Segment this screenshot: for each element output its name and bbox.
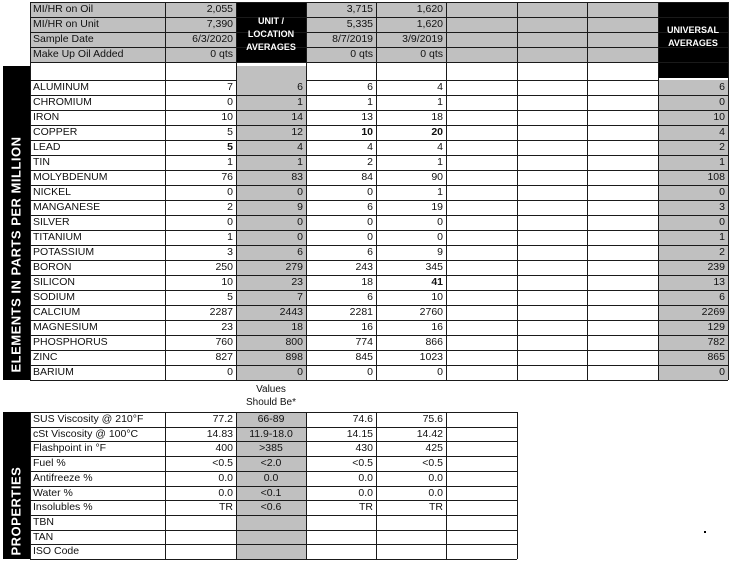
element-universal-avg: 2269	[701, 306, 725, 318]
element-sample3: 20	[431, 126, 443, 138]
element-sample3: 2760	[419, 306, 443, 318]
universal-header	[658, 24, 728, 50]
element-name: TIN	[33, 156, 50, 168]
property-column-line	[376, 412, 377, 559]
element-name: LEAD	[33, 141, 61, 153]
element-sample1: 10	[221, 276, 233, 288]
element-universal-avg: 0	[719, 216, 725, 228]
element-sample3: 345	[425, 261, 443, 273]
element-name: BORON	[33, 261, 72, 273]
unit-avg-header-line: AVERAGES	[246, 42, 296, 52]
element-universal-avg: 0	[719, 96, 725, 108]
header-value: 2,055	[206, 3, 233, 15]
element-unit-avg: 83	[291, 171, 303, 183]
property-name: TAN	[33, 530, 54, 543]
element-sample2: 18	[361, 276, 373, 288]
header-label: Make Up Oil Added	[33, 48, 124, 60]
element-universal-avg: 3	[719, 201, 725, 213]
header-value: 1,620	[416, 3, 443, 15]
element-sample1: 1	[227, 231, 233, 243]
element-sample2: 6	[367, 291, 373, 303]
element-unit-avg: 0	[297, 186, 303, 198]
element-sample3: 1023	[419, 351, 443, 363]
element-universal-avg: 0	[719, 186, 725, 198]
element-name: SODIUM	[33, 291, 75, 303]
values-should-be-note	[236, 383, 306, 409]
element-name: NICKEL	[33, 186, 71, 198]
element-sample2: 0	[367, 216, 373, 228]
element-sample3: 9	[437, 246, 443, 258]
element-sample3: 1	[437, 156, 443, 168]
element-sample1: 2287	[209, 306, 233, 318]
element-sample1: 23	[221, 321, 233, 333]
stray-mark	[704, 531, 706, 533]
property-sample3: <0.5	[422, 457, 443, 470]
property-range: <2.0	[260, 457, 282, 470]
element-universal-avg: 129	[707, 321, 725, 333]
element-sample2: 6	[367, 246, 373, 258]
grid-column-line	[446, 2, 447, 380]
universal-header-line: UNIVERSAL	[666, 25, 719, 35]
element-universal-avg: 13	[713, 276, 725, 288]
element-universal-avg: 2	[719, 141, 725, 153]
element-unit-avg: 7	[297, 291, 303, 303]
element-name: ALUMINUM	[33, 81, 90, 93]
header-row-line	[30, 62, 728, 63]
element-universal-avg: 1	[719, 231, 725, 243]
element-unit-avg: 4	[297, 141, 303, 153]
element-unit-avg: 1	[297, 156, 303, 168]
property-range: <0.6	[260, 501, 282, 514]
property-sample3: TR	[429, 501, 443, 514]
element-universal-avg: 2	[719, 246, 725, 258]
property-name: Antifreeze %	[33, 471, 93, 484]
element-name: COPPER	[33, 126, 78, 138]
element-name: SILVER	[33, 216, 70, 228]
property-range: <0.1	[260, 486, 282, 499]
element-sample2: 6	[367, 81, 373, 93]
element-name: PHOSPHORUS	[33, 336, 108, 348]
grid-column-line	[165, 2, 166, 380]
element-name: MOLYBDENUM	[33, 171, 108, 183]
elements-sidebar-label: ELEMENTS IN PARTS PER MILLION	[8, 136, 24, 373]
element-sample1: 7	[227, 81, 233, 93]
values-note-line: Should Be*	[245, 397, 297, 408]
element-unit-avg: 18	[291, 321, 303, 333]
property-sample3: 14.42	[416, 427, 443, 440]
property-column-line	[236, 412, 237, 559]
unit-avg-header-line: UNIT /	[258, 16, 284, 26]
grid-column-line	[658, 2, 659, 380]
element-sample2: 845	[355, 351, 373, 363]
element-sample2: 2	[367, 156, 373, 168]
property-sample3: 75.6	[422, 413, 443, 425]
header-top-line	[30, 2, 728, 3]
element-sample3: 866	[425, 336, 443, 348]
element-unit-avg: 1	[297, 96, 303, 108]
element-unit-avg: 0	[297, 216, 303, 228]
element-sample3: 41	[431, 276, 443, 288]
header-value: 7,390	[206, 18, 233, 30]
element-sample2: 774	[355, 336, 373, 348]
element-name: MANGANESE	[33, 201, 101, 213]
property-name: cSt Viscosity @ 100°C	[33, 427, 139, 440]
element-unit-avg: 6	[297, 81, 303, 93]
element-sample3: 1	[437, 186, 443, 198]
element-unit-avg: 9	[297, 201, 303, 213]
header-value: 0 qts	[350, 48, 373, 60]
header-value: 0 qts	[210, 48, 233, 60]
element-sample2: 0	[367, 231, 373, 243]
element-sample2: 16	[361, 321, 373, 333]
element-unit-avg: 800	[285, 336, 303, 348]
element-name: TITANIUM	[33, 231, 82, 243]
header-value: 3,715	[346, 3, 373, 15]
property-sample1: 77.2	[212, 413, 233, 425]
element-universal-avg: 1	[719, 156, 725, 168]
header-value: 6/3/2020	[192, 33, 233, 45]
values-note-line: Values	[256, 384, 286, 395]
grid-column-line	[236, 2, 237, 380]
element-sample1: 2	[227, 201, 233, 213]
element-name: SILICON	[33, 276, 76, 288]
property-sample2: 14.15	[346, 427, 373, 440]
header-label: Sample Date	[33, 33, 94, 45]
element-name: BARIUM	[33, 366, 74, 378]
element-unit-avg: 6	[297, 246, 303, 258]
element-sample3: 90	[431, 171, 443, 183]
properties-sidebar-label: PROPERTIES	[8, 466, 24, 555]
element-sample2: 2281	[349, 306, 373, 318]
element-name: POTASSIUM	[33, 246, 95, 258]
element-sample1: 0	[227, 366, 233, 378]
element-sample2: 0	[367, 186, 373, 198]
property-range: 0.0	[263, 471, 279, 484]
element-unit-avg: 23	[291, 276, 303, 288]
element-universal-avg: 6	[719, 81, 725, 93]
element-sample2: 13	[361, 111, 373, 123]
element-sample3: 0	[437, 231, 443, 243]
property-sample2: 0.0	[358, 486, 373, 499]
unit-avg-header-line: LOCATION	[247, 29, 295, 39]
header-value: 0 qts	[420, 48, 443, 60]
element-sample2: 10	[361, 126, 373, 138]
element-sample3: 4	[437, 141, 443, 153]
unit-avg-header	[236, 15, 306, 54]
element-sample2: 6	[367, 201, 373, 213]
property-sample1: <0.5	[212, 457, 233, 470]
property-sample1: 0.0	[218, 471, 233, 484]
property-sample3: 0.0	[428, 486, 443, 499]
element-sample1: 76	[221, 171, 233, 183]
property-name: Water %	[33, 486, 73, 499]
element-sample3: 1	[437, 96, 443, 108]
element-name: ZINC	[33, 351, 58, 363]
element-sample1: 10	[221, 111, 233, 123]
property-sample1: TR	[219, 501, 233, 514]
property-column-line	[165, 412, 166, 559]
property-range: 11.9-18.0	[249, 427, 293, 440]
element-sample3: 10	[431, 291, 443, 303]
element-sample2: 84	[361, 171, 373, 183]
element-sample2: 0	[367, 366, 373, 378]
property-row-line	[30, 559, 517, 560]
property-column-line	[446, 412, 447, 559]
grid-column-line	[517, 2, 518, 380]
element-universal-avg: 10	[713, 111, 725, 123]
element-universal-avg: 4	[719, 126, 725, 138]
element-unit-avg: 2443	[279, 306, 303, 318]
element-sample1: 1	[227, 156, 233, 168]
element-unit-avg: 898	[285, 351, 303, 363]
element-universal-avg: 0	[719, 366, 725, 378]
element-sample2: 4	[367, 141, 373, 153]
universal-header-line: AVERAGES	[668, 38, 718, 48]
property-sample3: 425	[425, 442, 443, 455]
element-universal-avg: 108	[707, 171, 725, 183]
element-unit-avg: 12	[291, 126, 303, 138]
element-universal-avg: 239	[707, 261, 725, 273]
element-sample1: 0	[227, 216, 233, 228]
property-name: Insolubles %	[33, 501, 93, 514]
property-sample1: 400	[215, 442, 233, 455]
header-label: MI/HR on Oil	[33, 3, 94, 15]
grid-column-line	[587, 2, 588, 380]
element-sample3: 0	[437, 366, 443, 378]
property-sample2: 74.6	[352, 413, 373, 425]
header-label: MI/HR on Unit	[33, 18, 99, 30]
header-value: 3/9/2019	[402, 33, 443, 45]
element-sample1: 827	[215, 351, 233, 363]
property-name: ISO Code	[33, 545, 80, 558]
element-sample1: 5	[227, 291, 233, 303]
element-sample1: 5	[227, 126, 233, 138]
property-sample2: 0.0	[358, 471, 373, 484]
header-value: 8/7/2019	[332, 33, 373, 45]
element-name: IRON	[33, 111, 60, 123]
header-value: 5,335	[346, 18, 373, 30]
element-name: CHROMIUM	[33, 96, 92, 108]
property-column-line	[517, 412, 518, 559]
property-sample1: 14.83	[206, 427, 233, 440]
property-sample2: <0.5	[352, 457, 373, 470]
element-sample1: 3	[227, 246, 233, 258]
property-column-line	[306, 412, 307, 559]
property-name: TBN	[33, 515, 54, 528]
element-sample1: 0	[227, 186, 233, 198]
grid-column-line	[728, 2, 729, 380]
element-name: MAGNESIUM	[33, 321, 98, 333]
element-sample3: 16	[431, 321, 443, 333]
element-universal-avg: 6	[719, 291, 725, 303]
element-unit-avg: 0	[297, 231, 303, 243]
element-unit-avg: 279	[285, 261, 303, 273]
element-sample3: 19	[431, 201, 443, 213]
element-unit-avg: 14	[291, 111, 303, 123]
element-unit-avg: 0	[297, 366, 303, 378]
property-column-line	[30, 412, 31, 559]
property-sample3: 0.0	[428, 471, 443, 484]
property-name: Fuel %	[33, 457, 66, 470]
property-sample1: 0.0	[218, 486, 233, 499]
property-name: SUS Viscosity @ 210°F	[33, 413, 144, 425]
grid-column-line	[376, 2, 377, 380]
property-range: 66-89	[257, 413, 285, 425]
property-range: >385	[259, 442, 283, 455]
element-row-line	[30, 380, 728, 381]
element-sample2: 1	[367, 96, 373, 108]
property-sample2: TR	[359, 501, 373, 514]
element-sample1: 760	[215, 336, 233, 348]
element-name: CALCIUM	[33, 306, 81, 318]
property-name: Flashpoint in °F	[33, 442, 107, 455]
element-sample3: 4	[437, 81, 443, 93]
property-sample2: 430	[355, 442, 373, 455]
element-sample1: 250	[215, 261, 233, 273]
element-universal-avg: 782	[707, 336, 725, 348]
element-sample1: 0	[227, 96, 233, 108]
element-sample1: 5	[227, 141, 233, 153]
grid-column-line	[30, 2, 31, 380]
element-sample3: 0	[437, 216, 443, 228]
element-sample2: 243	[355, 261, 373, 273]
element-sample3: 18	[431, 111, 443, 123]
element-universal-avg: 865	[707, 351, 725, 363]
header-value: 1,620	[416, 18, 443, 30]
grid-column-line	[306, 2, 307, 380]
